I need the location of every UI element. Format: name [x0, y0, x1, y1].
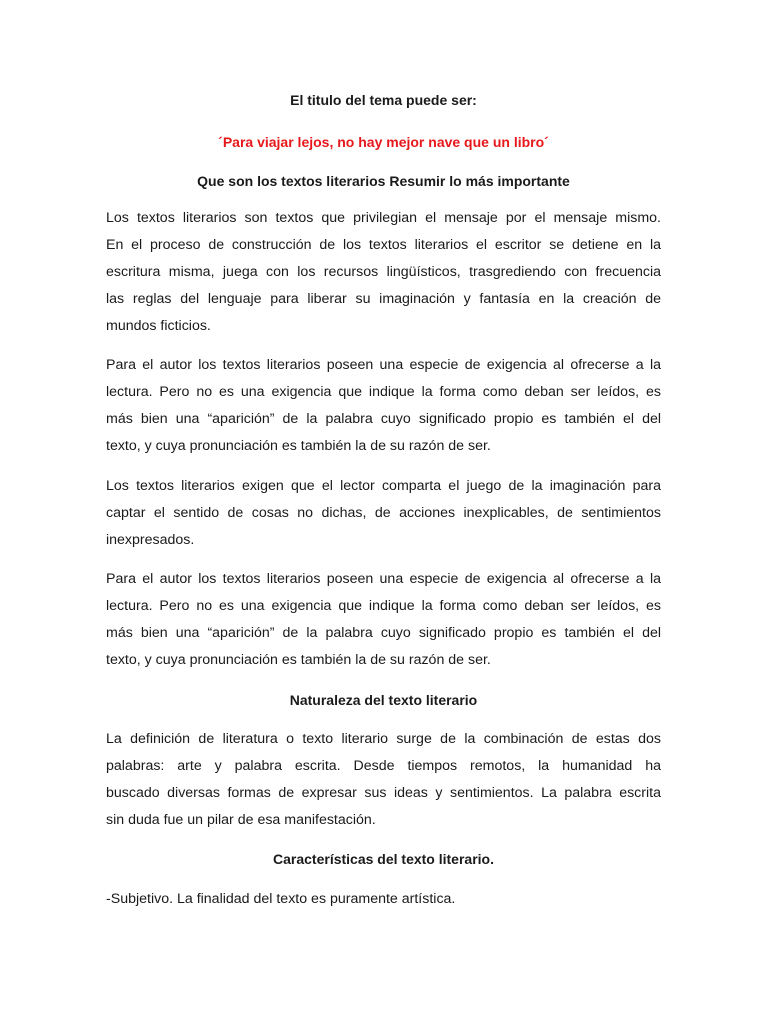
section-heading-naturaleza: Naturaleza del texto literario: [289, 692, 478, 708]
paragraph-line: Los textos literarios exigen que el lector comparta el juego de la imaginación para: [106, 478, 661, 494]
paragraph-line: más bien una “aparición” de la palabra cuyo significado propio es también el del: [106, 411, 661, 427]
paragraph-4: [106, 566, 661, 674]
paragraph-5: [106, 726, 661, 834]
quote-heading: ´Para viajar lejos, no hay mejor nave que un libro´: [218, 134, 549, 150]
section-heading-textos-literarios: Que son los textos literarios Resumir lo más importante: [197, 173, 570, 189]
paragraph-line: En el proceso de construcción de los textos literarios el escritor se detiene en la: [106, 237, 661, 253]
section-heading-caracteristicas: Características del texto literario.: [273, 851, 494, 867]
paragraph-line: captar el sentido de cosas no dichas, de acciones inexplicables, de sentimientos: [106, 505, 661, 521]
paragraph-3: [106, 473, 661, 554]
paragraph-line: -Subjetivo. La finalidad del texto es puramente artística.: [106, 891, 456, 907]
paragraph-line: inexpresados.: [106, 532, 195, 548]
paragraph-1: [106, 205, 661, 340]
paragraph-line: texto, y cuya pronunciación es también la de su razón de ser.: [106, 652, 491, 668]
paragraph-line: sin duda fue un pilar de esa manifestación.: [106, 812, 376, 828]
paragraph-line: Para el autor los textos literarios poseen una especie de exigencia al ofrecerse a la: [106, 571, 661, 587]
paragraph-2: [106, 352, 661, 460]
paragraph-line: La definición de literatura o texto literario surge de la combinación de estas dos: [106, 731, 661, 747]
theme-heading: El titulo del tema puede ser:: [290, 92, 477, 108]
paragraph-6: [106, 886, 661, 913]
paragraph-line: mundos ficticios.: [106, 318, 211, 334]
paragraph-line: Los textos literarios son textos que privilegian el mensaje por el mensaje mismo.: [106, 210, 661, 226]
paragraph-line: buscado diversas formas de expresar sus ideas y sentimientos. La palabra escrita: [106, 785, 661, 801]
paragraph-line: Para el autor los textos literarios poseen una especie de exigencia al ofrecerse a la: [106, 357, 661, 373]
paragraph-line: texto, y cuya pronunciación es también la de su razón de ser.: [106, 438, 491, 454]
paragraph-line: escritura misma, juega con los recursos lingüísticos, trasgrediendo con frecuencia: [106, 264, 661, 280]
paragraph-line: más bien una “aparición” de la palabra cuyo significado propio es también el del: [106, 625, 661, 641]
paragraph-line: las reglas del lenguaje para liberar su imaginación y fantasía en la creación de: [106, 291, 661, 307]
paragraph-line: lectura. Pero no es una exigencia que indique la forma como deban ser leídos, es: [106, 384, 661, 400]
paragraph-line: lectura. Pero no es una exigencia que indique la forma como deban ser leídos, es: [106, 598, 661, 614]
paragraph-line: palabras: arte y palabra escrita. Desde tiempos remotos, la humanidad ha: [106, 758, 661, 774]
